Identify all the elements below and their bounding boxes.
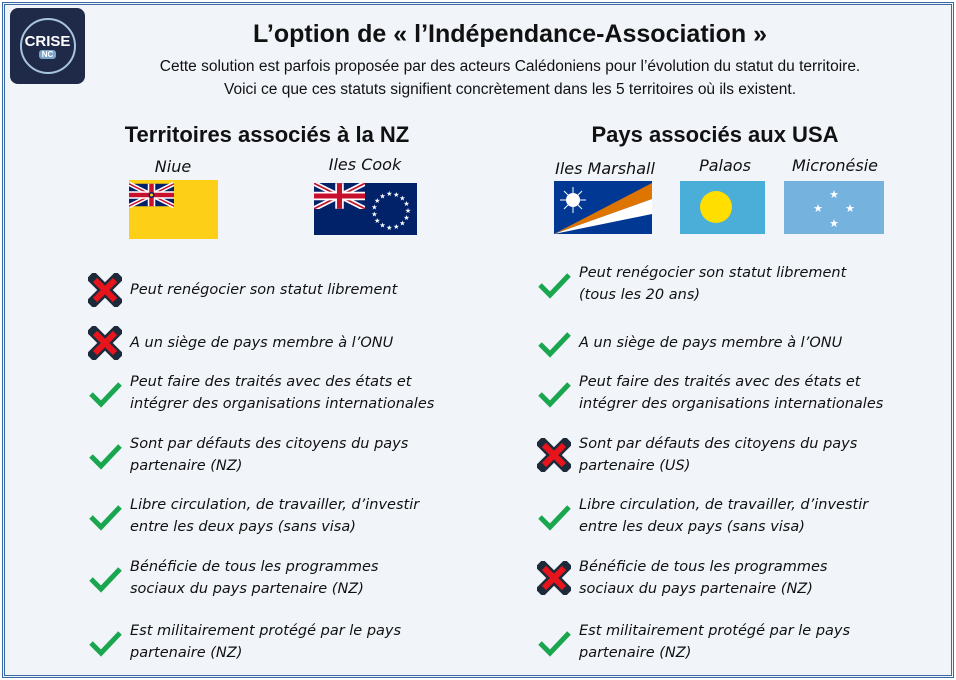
svg-text:★: ★: [371, 210, 378, 219]
feature-text: Libre circulation, de travailler, d’investir entre les deux pays (sans visa): [579, 497, 869, 535]
svg-text:★: ★: [386, 223, 393, 232]
feature-text: Peut renégocier son statut librement: [130, 282, 398, 298]
right-feature-row: [537, 326, 842, 360]
svg-text:★: ★: [374, 197, 381, 206]
svg-text:★: ★: [403, 213, 410, 222]
logo-text: CRISE: [24, 33, 71, 50]
svg-text:★: ★: [813, 202, 823, 215]
cross-icon: [88, 326, 122, 360]
check-icon: [537, 326, 571, 360]
feature-text: Sont par défauts des citoyens du pays partenaire (NZ): [130, 436, 409, 474]
feature-text: Est militairement protégé par le pays partenaire (NZ): [130, 623, 402, 661]
right-feature-row: [537, 433, 857, 477]
svg-text:★: ★: [845, 202, 855, 215]
left-heading: Territoires associés à la NZ: [124, 122, 410, 147]
svg-text:★: ★: [399, 219, 406, 228]
left-feature-row: [88, 326, 393, 360]
check-icon: [537, 625, 571, 659]
left-feature-row: [88, 371, 434, 415]
svg-text:★: ★: [829, 188, 839, 201]
country-iles-cook: Iles Cook: [328, 155, 402, 174]
svg-text:★: ★: [374, 216, 381, 225]
svg-text:★: ★: [379, 221, 386, 230]
svg-text:★: ★: [371, 203, 378, 212]
feature-text: Peut faire des traités avec des états et intégrer des organisations internationales: [579, 374, 884, 412]
cross-icon: [537, 438, 571, 472]
subtitle-line-1: Cette solution est parfois proposée par des acteurs Calédoniens pour l’évolution du statut du territoire.: [159, 58, 861, 75]
country-iles-marshall: Iles Marshall: [555, 159, 655, 178]
svg-text:★: ★: [379, 192, 386, 201]
svg-text:★: ★: [386, 190, 393, 199]
check-icon: [537, 376, 571, 410]
logo-sub: NC: [39, 50, 57, 59]
subtitle-line-2: Voici ce que ces statuts signifient concrètement dans les 5 territoires où ils existent.: [223, 81, 797, 98]
country-palaos: Palaos: [699, 156, 751, 175]
left-feature-row: [88, 556, 378, 600]
palau-flag: [680, 181, 765, 234]
right-feature-row: [537, 494, 868, 538]
crise-nc-logo: [10, 8, 85, 84]
check-icon: [88, 561, 122, 595]
svg-text:★: ★: [399, 194, 406, 203]
marshall-islands-flag: [554, 181, 652, 234]
svg-text:★: ★: [393, 190, 400, 199]
feature-text: Peut renégocier son statut librement (tous les 20 ans): [579, 265, 847, 303]
right-feature-row: [537, 371, 883, 415]
feature-text: Peut faire des traités avec des états et intégrer des organisations internationales: [130, 374, 435, 412]
feature-text: A un siège de pays membre à l’ONU: [130, 335, 394, 351]
feature-text: Libre circulation, de travailler, d’investir entre les deux pays (sans visa): [130, 497, 420, 535]
cross-icon: [88, 273, 122, 307]
niue-flag: [129, 180, 218, 239]
left-feature-row: [88, 620, 401, 664]
check-icon: [88, 438, 122, 472]
right-feature-row: [537, 262, 846, 306]
svg-text:★: ★: [393, 223, 400, 232]
svg-text:★: ★: [404, 207, 412, 215]
feature-text: Bénéficie de tous les programmes sociaux du pays partenaire (NZ): [130, 559, 379, 597]
feature-text: Bénéficie de tous les programmes sociaux du pays partenaire (NZ): [579, 559, 828, 597]
cook-islands-flag: [314, 183, 417, 235]
check-icon: [537, 267, 571, 301]
check-icon: [88, 376, 122, 410]
left-feature-row: [88, 273, 397, 307]
svg-text:★: ★: [829, 217, 839, 230]
country-niue: Niue: [154, 157, 192, 176]
check-icon: [88, 625, 122, 659]
feature-text: Sont par défauts des citoyens du pays partenaire (US): [579, 436, 858, 474]
right-feature-row: [537, 556, 827, 600]
country-micronesie: Micronésie: [791, 156, 879, 175]
feature-text: A un siège de pays membre à l’ONU: [579, 335, 843, 351]
right-heading: Pays associés aux USA: [591, 122, 839, 147]
left-feature-row: [88, 494, 419, 538]
right-feature-row: [537, 620, 850, 664]
feature-text: Est militairement protégé par le pays partenaire (NZ): [579, 623, 851, 661]
micronesia-flag: [784, 181, 884, 234]
svg-text:★: ★: [403, 200, 410, 209]
cross-icon: [537, 561, 571, 595]
page-title: L’option de « l’Indépendance-Association »: [253, 20, 767, 48]
check-icon: [88, 499, 122, 533]
check-icon: [537, 499, 571, 533]
left-feature-row: [88, 433, 408, 477]
